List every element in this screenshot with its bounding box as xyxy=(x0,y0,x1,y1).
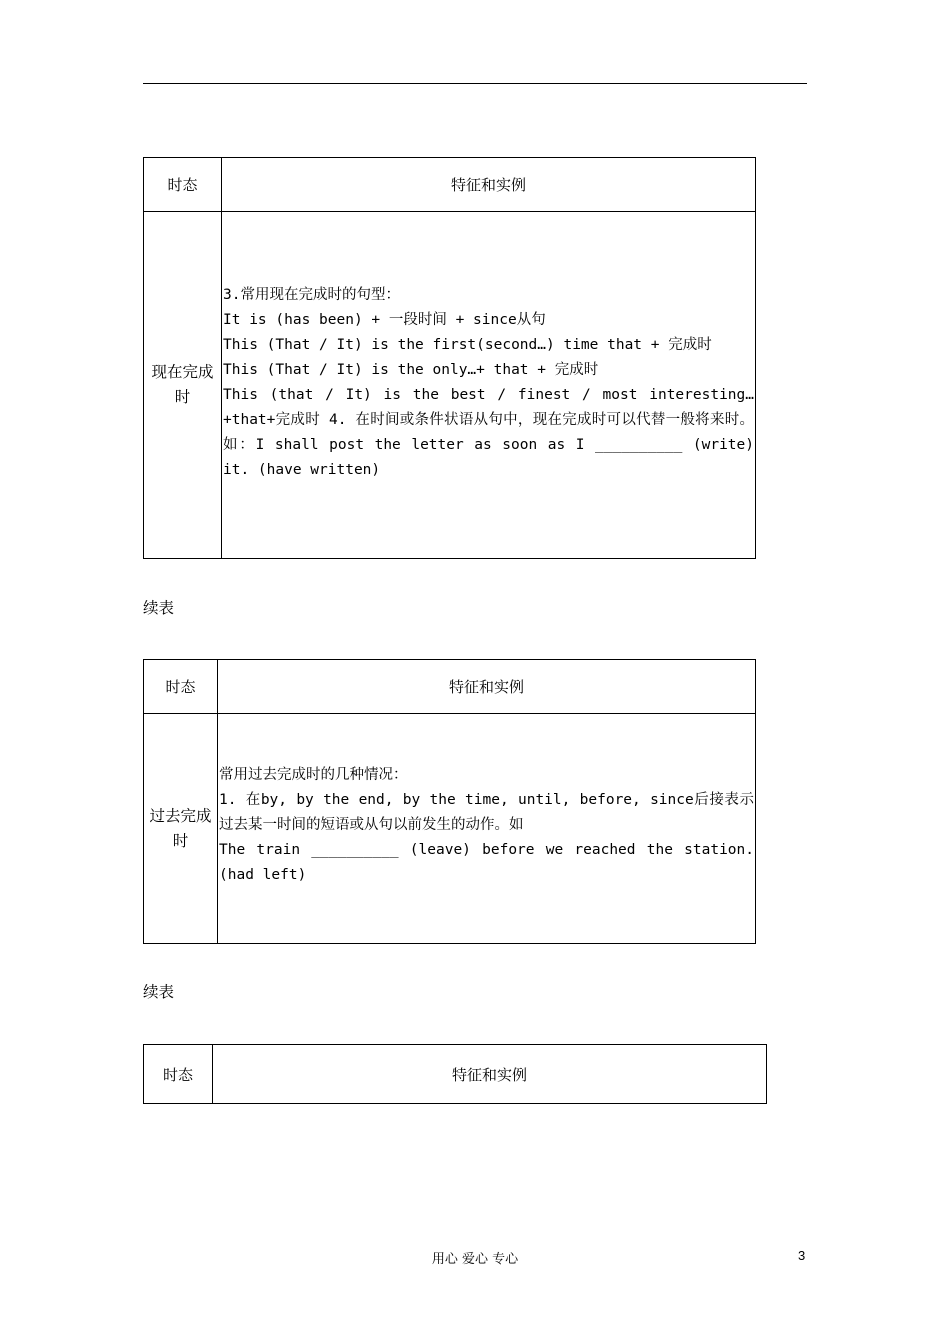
header-features: 特征和实例 xyxy=(222,158,756,212)
tense-label: 现在完成时 xyxy=(151,363,214,406)
continued-caption: 续表 xyxy=(143,599,175,617)
header-tense: 时态 xyxy=(144,1045,213,1104)
content-line: It is (has been) + 一段时间 + since从句 xyxy=(223,312,546,328)
header-features: 特征和实例 xyxy=(218,660,756,714)
header-tense: 时态 xyxy=(144,158,222,212)
tense-label: 过去完成时 xyxy=(149,806,212,850)
feature-content xyxy=(218,714,756,944)
footer-slogan: 用心 爱心 专心 xyxy=(431,1252,519,1267)
content-line: This (That / It) is the first(second…) time that + 完成时 xyxy=(223,337,712,353)
tense-name xyxy=(144,714,218,944)
page-number: 3 xyxy=(798,1248,806,1263)
content-paragraph: 1. 在by, by the end, by the time, until, before, since后接表示过去某一时间的短语或从句以前发生的动作。如 xyxy=(219,792,754,833)
feature-content xyxy=(222,212,756,559)
header-rule xyxy=(143,83,807,84)
continued-caption: 续表 xyxy=(143,983,175,1001)
content-line: 常用过去完成时的几种情况： xyxy=(219,767,408,783)
tense-table-past-perfect xyxy=(143,659,756,944)
content-paragraph: This (that / It) is the best / finest / most interesting…+that+完成时 4. 在时间或条件状语从句中，现在完成时可以代替一般将来时。如：I shall post the letter as soon as I __________ (write) it. (have written) xyxy=(223,387,754,478)
header-features: 特征和实例 xyxy=(213,1045,767,1104)
header-tense: 时态 xyxy=(144,660,218,714)
tense-name xyxy=(144,212,222,559)
tense-table-present-perfect xyxy=(143,157,756,559)
tense-table-continued xyxy=(143,1044,767,1104)
content-line: 3.常用现在完成时的句型： xyxy=(223,287,400,303)
content-paragraph: The train __________ (leave) before we reached the station. (had left) xyxy=(219,842,754,883)
content-line: This (That / It) is the only…+ that + 完成时 xyxy=(223,362,599,378)
